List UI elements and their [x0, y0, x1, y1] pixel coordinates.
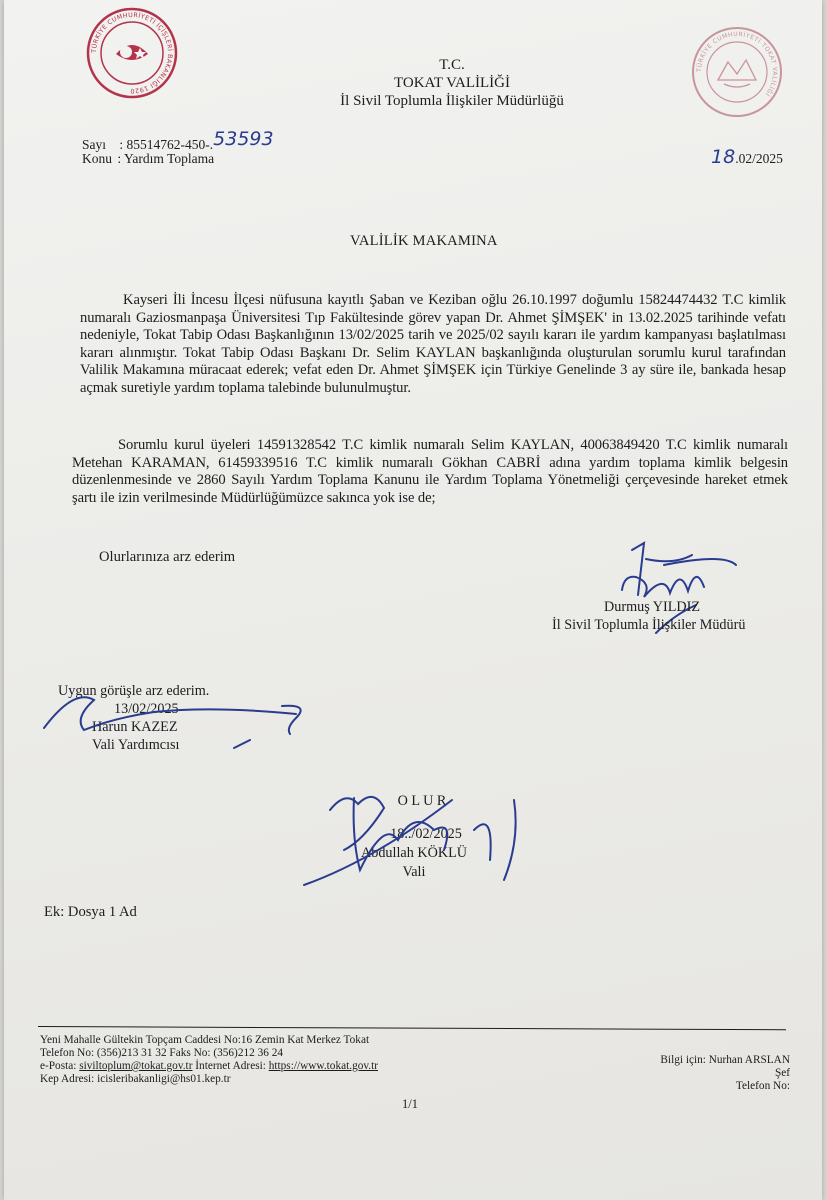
document-page: [4, 0, 822, 1200]
director-name: Durmuş YILDIZ: [604, 599, 701, 615]
addressee: VALİLİK MAKAMINA: [350, 233, 498, 249]
konu-line: [82, 151, 214, 167]
date-printed: .02/2025: [735, 151, 783, 166]
footer-email-link[interactable]: siviltoplum@tokat.gov.tr: [79, 1060, 193, 1072]
governor-signature-icon: [294, 780, 544, 895]
footer-address: Yeni Mahalle Gültekin Topçam Caddesi No:16 Zemin Kat Merkez Tokat: [40, 1034, 370, 1046]
body-paragraph-1: Kayseri İli İncesu İlçesi nüfusuna kayıtlı Şaban ve Keziban oğlu 26.10.1997 doğumlu 15824474432 T.C kimlik numaralı Gaziosmanpaşa Üniversitesi Tıp Fakültesinde görev yapan Dr. Ahmet ŞİMŞEK' in 13.02.2025 tarihinde vefatı nedeniyle, Tokat Tabip Odası Başkanlığının 13/02/2025 tarih ve 2025/02 sayılı kararı ile yardım kampanyası başlatılması kararı alınmıştır. Tokat Tabip Odası Başkanı Dr. Selim KAYLAN başkanlığında oluşturulan sorumlu kurul tarafından Valilik Makamına müracaat ederek; vefat eden Dr. Ahmet ŞİMŞEK için Türkiye Genelinde 3 ay süre ile, bankada hesap açmak suretiyle yardım toplama talebinde bulunulmuştur.: [80, 292, 786, 396]
footer-web-label: İnternet Adresi:: [195, 1060, 266, 1072]
footer-web-link[interactable]: https://www.tokat.gov.tr: [268, 1060, 379, 1072]
deputy-name: Harun KAZEZ: [92, 719, 178, 735]
header-directorate: İl Sivil Toplumla İlişkiler Müdürlüğü: [340, 93, 564, 109]
konu-label: Konu: [82, 151, 112, 166]
konu-value: : Yardım Toplama: [117, 151, 215, 166]
body-paragraph-2: Sorumlu kurul üyeleri 14591328542 T.C kimlik numaralı Selim KAYLAN, 40063849420 T.C kimlik numaralı Metehan KARAMAN, 61459339516 T.C kimlik numaralı Gökhan CABRİ adına yardım toplama kimlik belgesin düzenlenmesinde ve 2860 Sayılı Yardım Toplama Kanunu ile Yardım Toplama Yönetmeliği çerçevesinde hareket etmek şartı ile izin verilmesinde Müdürlüğümüzce sakınca yok ise de;: [72, 437, 788, 506]
ministry-seal-icon: [82, 6, 182, 100]
date-handwritten: 18: [711, 146, 736, 168]
attachment: Ek: Dosya 1 Ad: [44, 904, 137, 920]
deputy-date: 13/02/2025: [114, 701, 179, 717]
sayi-handwritten: 53593: [213, 128, 274, 150]
sayi-value: : 85514762-450-.: [119, 137, 214, 152]
footer-info-contact: Bilgi için: Nurhan ARSLAN: [660, 1054, 790, 1066]
director-title: İl Sivil Toplumla İlişkiler Müdürü: [552, 617, 746, 633]
deputy-title: Vali Yardımcısı: [92, 737, 180, 753]
svg-text:TÜRKİYE CUMHURİYETİ TOKAT VALİ: TÜRKİYE CUMHURİYETİ TOKAT VALİLİĞİ: [695, 30, 779, 98]
header-tc: T.C.: [439, 57, 465, 73]
footer-info-phone: Telefon No:: [735, 1080, 790, 1092]
deputy-signature-icon: [34, 688, 324, 758]
page-number: 1/1: [402, 1097, 418, 1111]
sayi-label: Sayı: [82, 137, 107, 152]
footer-kep: Kep Adresi: icisleribakanligi@hs01.kep.tr: [40, 1073, 231, 1085]
approval-olur: O L U R: [397, 793, 447, 809]
governorship-seal-icon: [688, 26, 786, 118]
footer-phone: Telefon No: (356)213 31 32 Faks No: (356)212 36 24: [40, 1047, 284, 1059]
approval-date: 18../02/2025: [390, 826, 462, 842]
approval-name: Abdullah KÖKLÜ: [361, 845, 467, 861]
closing-phrase: Olurlarınıza arz ederim: [99, 549, 236, 565]
approval-title: Vali: [402, 864, 426, 880]
footer-email-label: e-Posta:: [40, 1060, 77, 1072]
document-date: [711, 146, 783, 168]
header-governorship: TOKAT VALİLİĞİ: [394, 75, 510, 91]
svg-text:TÜRKİYE CUMHURİYETİ İÇİŞLERİ B: TÜRKİYE CUMHURİYETİ İÇİŞLERİ BAKANLIĞI 1920: [90, 11, 174, 95]
footer-divider: [38, 1026, 786, 1030]
deputy-note: Uygun görüşle arz ederim.: [58, 683, 210, 699]
footer-info-title: Şef: [774, 1067, 790, 1079]
footer-email-web: [40, 1060, 460, 1073]
